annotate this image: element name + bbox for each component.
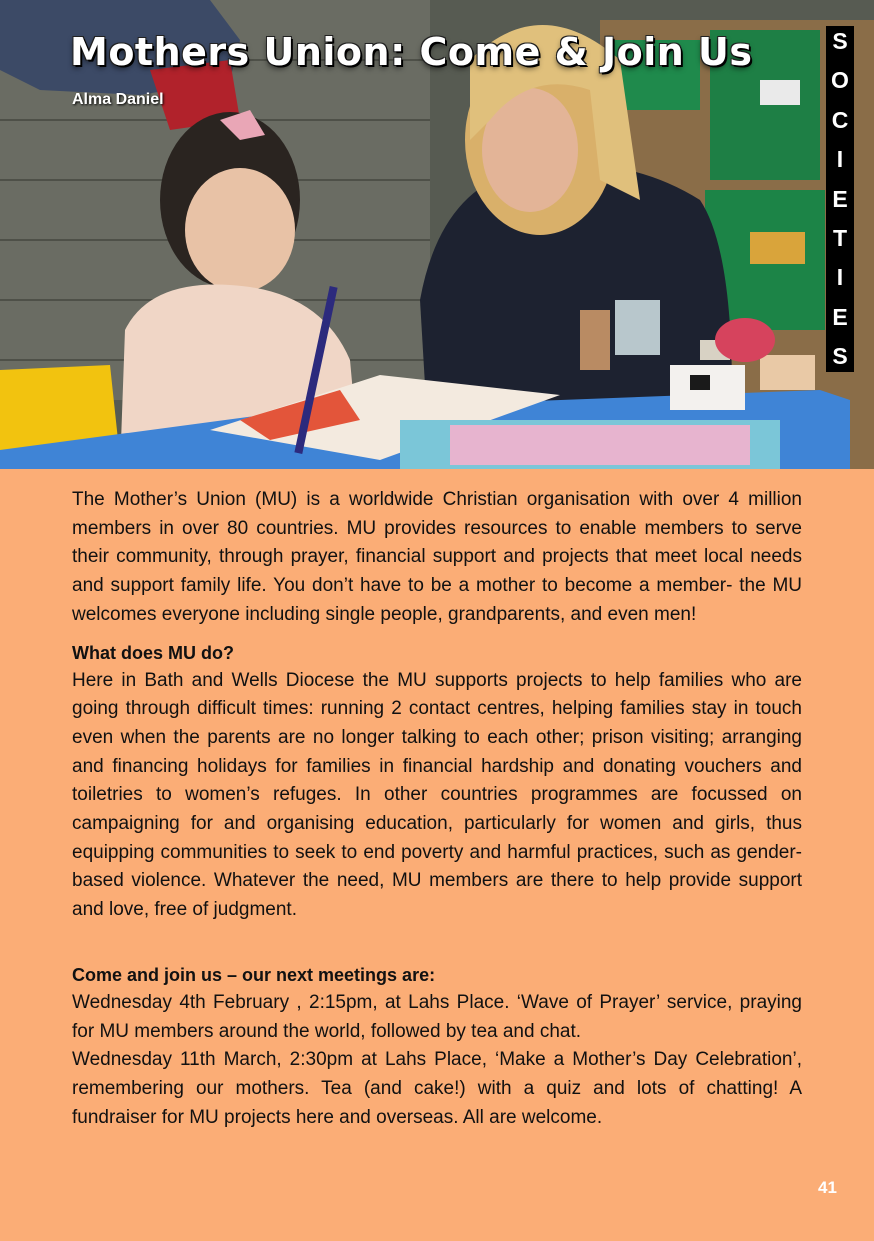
section-letter: E xyxy=(832,185,848,212)
section-letter: T xyxy=(832,224,848,251)
page-number: 41 xyxy=(818,1178,837,1197)
section-letter: S xyxy=(832,28,848,54)
section-heading-what-mu-does: What does MU do? xyxy=(72,642,234,663)
section-tab-societies xyxy=(826,26,854,372)
meeting-item: Wednesday 11th March, 2:30pm at Lahs Place, ‘Make a Mother’s Day Celebration’, remembering our mothers. Tea (and cake!) with a quiz and lots of chatting! A fundraiser for MU projects here and overseas. All are welcome. xyxy=(72,1049,802,1128)
section-letter: I xyxy=(836,264,844,291)
section-letter: I xyxy=(836,146,844,173)
article-body xyxy=(72,486,802,1132)
section-letter: C xyxy=(831,106,849,133)
what-mu-does-paragraph: Here in Bath and Wells Diocese the MU supports projects to help families who are going through difficult times: running 2 contact centres, helping families stay in touch even when the parents are no longer talking to each other; prison visiting; arranging and financing holidays for families in financial hardship and donating vouchers and toiletries to women’s refuges. In other countries programmes are focussed on campaigning for and organising education, particularly for women and girls, thus equipping communities to seek to end poverty and harmful practices, such as gender-based violence. Whatever the need, MU members are there to help provide support and love, free of judgment. xyxy=(72,669,802,921)
section-letter: E xyxy=(832,303,848,330)
section-letter: S xyxy=(832,343,848,369)
intro-paragraph: The Mother’s Union (MU) is a worldwide Christian organisation with over 4 million members in over 80 countries. MU provides resources to enable members to serve their community, through prayer, financial support and projects that meet local needs and support family life. You don’t have to be a mother to become a member- the MU welcomes everyone including single people, grandparents, and even men! xyxy=(72,489,802,625)
meeting-item: Wednesday 4th February , 2:15pm, at Lahs Place. ‘Wave of Prayer’ service, praying for MU members around the world, followed by tea and chat. xyxy=(72,991,802,1042)
section-letter: O xyxy=(831,67,849,94)
section-heading-meetings: Come and join us – our next meetings are: xyxy=(72,964,436,985)
article-author: Alma Daniel xyxy=(72,91,164,108)
article-title: Mothers Union: Come & Join Us xyxy=(70,30,753,74)
hero-photo xyxy=(0,0,874,469)
